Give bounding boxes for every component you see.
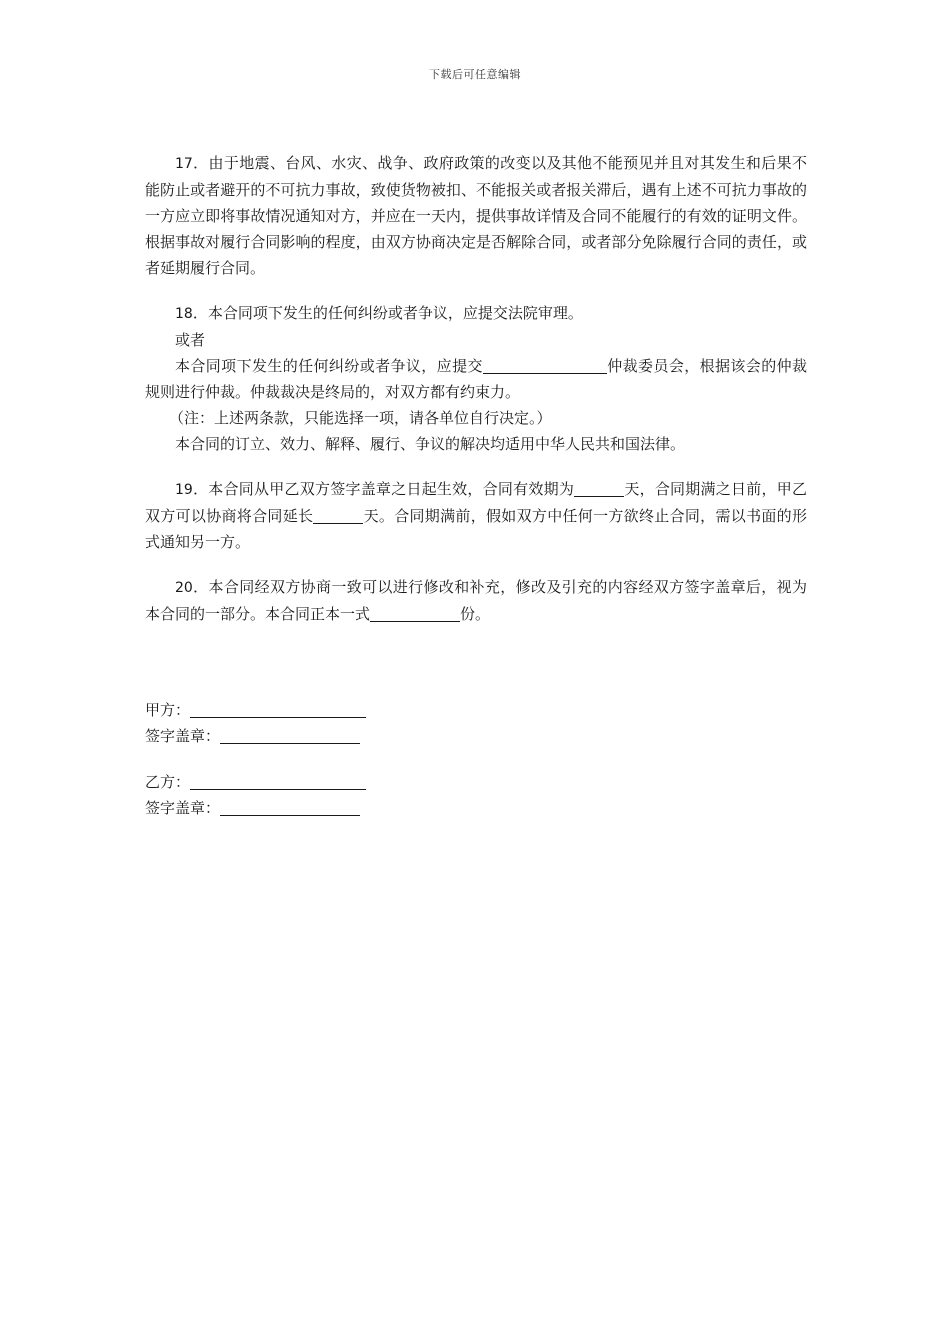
clause-18-law: 本合同的订立、效力、解释、履行、争议的解决均适用中华人民共和国法律。 [175, 435, 686, 453]
page-header: 下载后可任意编辑 [429, 68, 521, 81]
clause-18 [145, 300, 807, 327]
extension-days-blank[interactable] [313, 505, 363, 524]
signature-block [145, 697, 545, 821]
clause-17 [145, 150, 807, 281]
clause-19-number: 19 [175, 482, 193, 498]
party-a-blank[interactable] [190, 699, 366, 718]
clause-20-part2: 份。 [460, 605, 491, 623]
clause-18-alt-before: 本合同项下发生的任何纠纷或者争议，应提交 [175, 357, 483, 375]
party-b-line [145, 769, 545, 795]
clause-18-alternative [145, 353, 807, 405]
copies-blank[interactable] [370, 603, 460, 622]
party-b-seal-blank[interactable] [220, 797, 360, 816]
clause-19-part3: 天。合同期满前，假如双方中任何一方欲终止合同，需以书面的形式通知另一方。 [145, 507, 807, 551]
party-b-seal-line [145, 795, 545, 821]
clause-20 [145, 574, 807, 627]
party-a-seal-line [145, 723, 545, 749]
clause-20-part1: ．本合同经双方协商一致可以进行修改和补充，修改及引充的内容经双方签字盖章后，视为本合同的一部分。本合同正本一式 [145, 578, 807, 623]
arbitration-commission-blank[interactable] [483, 355, 607, 374]
party-a-seal-blank[interactable] [220, 725, 360, 744]
party-a-seal-label: 签字盖章： [145, 727, 221, 745]
party-b-seal-label: 签字盖章： [145, 799, 221, 817]
clause-20-number: 20 [175, 580, 193, 596]
clause-17-number: 17 [175, 156, 193, 172]
clause-19-part2: 天，合同期满之日前，甲乙双方可以协商将合同延长 [145, 480, 807, 525]
clause-19 [145, 476, 807, 555]
clause-18-or: 或者 [175, 331, 206, 349]
party-a-line [145, 697, 545, 723]
clause-17-text: ．由于地震、台风、水灾、战争、政府政策的改变以及其他不能预见并且对其发生和后果不能防止或者避开的不可抗力事故，致使货物被扣、不能报关或者报关滞后，遇有上述不可抗力事故的一方应立即将事故情况通知对方，并应在一天内，提供事故详情及合同不能履行的有效的证明文件。根据事故对履行合同影响的程度，由双方协商决定是否解除合同，或者部分免除履行合同的责任，或者延期履行合同。 [145, 154, 807, 277]
party-a-label: 甲方： [145, 701, 191, 719]
contract-body [145, 150, 807, 627]
clause-19-part1: ．本合同从甲乙双方签字盖章之日起生效，合同有效期为 [192, 480, 575, 498]
clause-18-text: ．本合同项下发生的任何纠纷或者争议，应提交法院审理。 [192, 304, 583, 322]
party-b-label: 乙方： [145, 773, 191, 791]
party-b-blank[interactable] [190, 771, 366, 790]
validity-days-blank[interactable] [574, 478, 624, 497]
clause-18-alt-after: 仲裁委员会，根据该会的仲裁规则进行仲裁。仲裁裁决是终局的，对双方都有约束力。 [145, 357, 807, 401]
clause-18-number: 18 [175, 306, 193, 322]
clause-18-note: （注：上述两条款，只能选择一项，请各单位自行决定。） [169, 409, 552, 427]
